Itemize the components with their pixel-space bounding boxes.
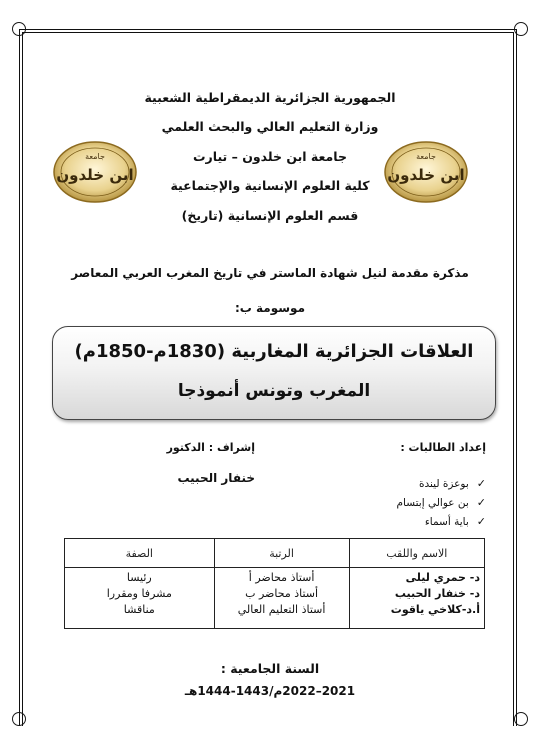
- republic-name: الجمهورية الجزائرية الديمقراطية الشعبية: [144, 90, 396, 105]
- jury-member-role: مناقشا: [123, 603, 155, 616]
- list-item: [397, 493, 486, 512]
- table-header-row: [65, 539, 485, 568]
- jury-member-role: مشرفا ومقررا: [106, 587, 172, 600]
- thesis-title-line1: العلاقات الجزائرية المغاربية (1830م-1850م): [74, 341, 474, 362]
- jury-table: [64, 538, 485, 629]
- academic-year-value: 2021–2022م/1443-1444هـ: [184, 684, 356, 698]
- student-list: [397, 474, 486, 531]
- student-name: بوعزة ليندة: [418, 477, 469, 490]
- jury-member-role: رئيسا: [126, 571, 152, 584]
- university-logo-right: [383, 140, 469, 204]
- list-item: [397, 512, 486, 531]
- jury-member-rank: أستاذ محاضر أ: [248, 571, 315, 584]
- titled-label: موسومة ب:: [234, 301, 306, 315]
- university-name: جامعة ابن خلدون – تيارت: [193, 149, 347, 164]
- department-name: قسم العلوم الإنسانية (تاريخ): [181, 208, 359, 223]
- jury-roles-cell: [65, 568, 215, 629]
- student-name: باية أسماء: [424, 515, 469, 528]
- list-item: [397, 474, 486, 493]
- jury-member-name: د- حمري ليلى: [405, 571, 480, 584]
- jury-ranks-cell: [214, 568, 349, 629]
- thesis-title-box: [52, 326, 496, 420]
- column-header-name: الاسم واللقب: [349, 539, 484, 568]
- university-logo-left: [52, 140, 138, 204]
- jury-member-rank: أستاذ محاضر ب: [245, 587, 319, 600]
- jury-names-cell: [349, 568, 484, 629]
- jury-member-name: د- خنفار الحبيب: [394, 587, 480, 600]
- svg-text:جامعة: جامعة: [416, 152, 436, 161]
- table-row: [65, 568, 485, 629]
- checkmark-icon: ✓: [476, 496, 486, 509]
- jury-member-rank: أستاذ التعليم العالي: [237, 603, 326, 616]
- academic-year-label: السنة الجامعية :: [220, 661, 320, 676]
- thesis-title-line2: المغرب وتونس أنموذجا: [177, 381, 371, 401]
- checkmark-icon: ✓: [476, 515, 486, 528]
- faculty-name: كلية العلوم الإنسانية والإجتماعية: [170, 178, 370, 193]
- ministry-name: وزارة التعليم العالي والبحث العلمي: [161, 119, 379, 134]
- prepared-by-label: إعداد الطالبات :: [400, 441, 486, 454]
- column-header-role: الصفة: [65, 539, 215, 568]
- thesis-purpose: مذكرة مقدمة لنيل شهادة الماستر في تاريخ المغرب العربي المعاصر: [71, 266, 469, 280]
- supervision-label: إشراف : الدكتور: [166, 441, 255, 454]
- student-name: بن عوالي إبتسام: [396, 496, 469, 509]
- checkmark-icon: ✓: [476, 477, 486, 490]
- svg-text:جامعة: جامعة: [85, 152, 105, 161]
- svg-text:ابن خلدون: ابن خلدون: [387, 166, 465, 184]
- svg-text:ابن خلدون: ابن خلدون: [56, 166, 134, 184]
- column-header-rank: الرتبة: [214, 539, 349, 568]
- supervisor-name: خنفار الحبيب: [177, 471, 255, 485]
- jury-member-name: أ.د-كلاخي ياقوت: [390, 603, 480, 616]
